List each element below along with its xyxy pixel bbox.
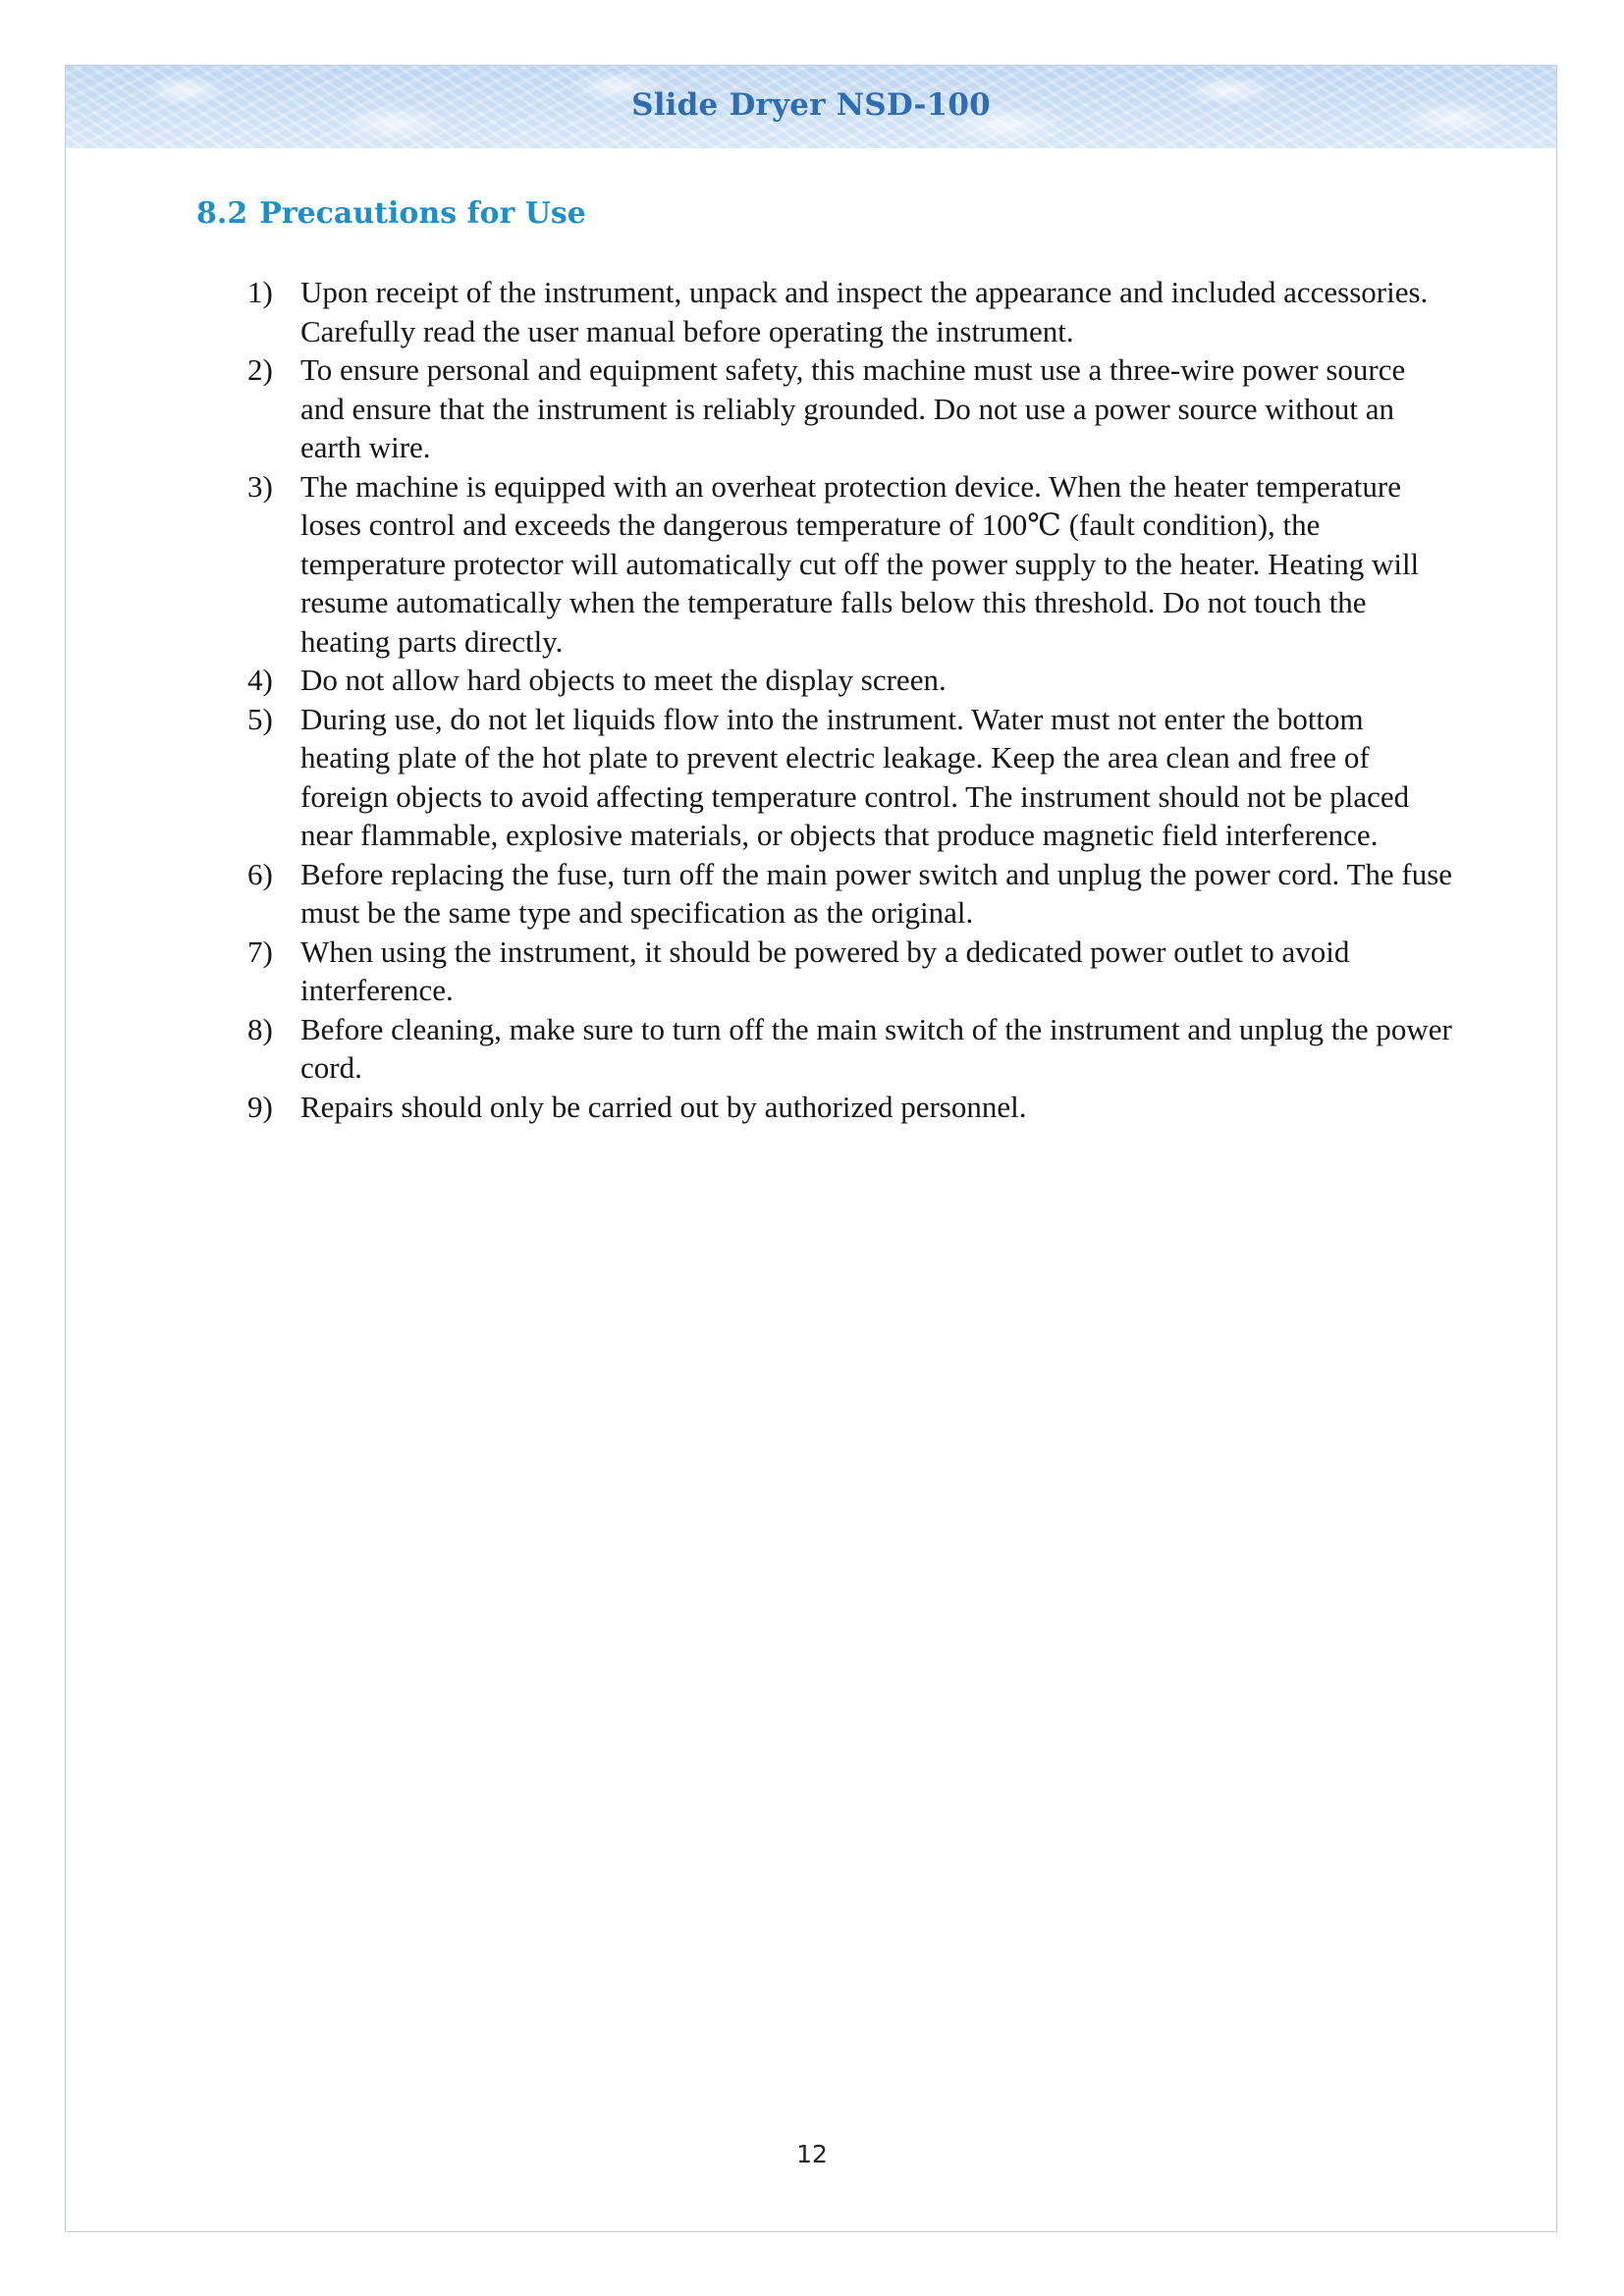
item-marker: 6) — [247, 856, 273, 891]
page-number: 12 — [796, 2140, 828, 2168]
precaution-item-2 — [247, 350, 1455, 467]
precaution-item-3 — [247, 467, 1455, 662]
document-title: Slide Dryer NSD-100 — [631, 87, 991, 123]
item-marker: 3) — [247, 468, 273, 504]
item-text: To ensure personal and equipment safety, this machine must use a three-wire power source and ensure that the instrument is reliably grounded. Do not use a power source without an earth wire. — [300, 352, 1406, 464]
item-text: When using the instrument, it should be powered by a dedicated power outlet to avoid interference. — [300, 934, 1350, 1007]
precaution-item-9 — [247, 1088, 1455, 1127]
item-marker: 4) — [247, 663, 273, 697]
header-banner — [66, 66, 1556, 148]
precaution-item-1 — [247, 273, 1455, 350]
item-marker: 9) — [247, 1089, 273, 1124]
precaution-item-8 — [247, 1010, 1455, 1088]
section-title: Precautions for Use — [259, 196, 586, 231]
item-text: Upon receipt of the instrument, unpack and inspect the appearance and included accessories. Carefully read the user manual before operating the instrument. — [300, 275, 1429, 348]
precaution-item-5 — [247, 700, 1455, 855]
item-text: Repairs should only be carried out by authorized personnel. — [300, 1089, 1027, 1124]
item-text: Before cleaning, make sure to turn off the main switch of the instrument and unplug the power cord. — [300, 1011, 1452, 1085]
item-text: Do not allow hard objects to meet the display screen. — [300, 663, 947, 697]
section-number: 8.2 — [196, 196, 248, 231]
item-marker: 5) — [247, 701, 273, 736]
item-marker: 2) — [247, 352, 273, 387]
item-marker: 1) — [247, 275, 273, 309]
item-marker: 7) — [247, 934, 273, 969]
precautions-list — [247, 273, 1455, 1126]
item-text: The machine is equipped with an overheat protection device. When the heater temperature loses control and exceeds the dangerous temperature of 100℃ (fault condition), the temperature protector will automatically cut off the power supply to the heater. Heating will resume automatically when the temperature falls below this threshold. Do not touch the heating parts directly. — [300, 468, 1420, 659]
precaution-item-7 — [247, 933, 1455, 1010]
section-heading — [196, 196, 586, 231]
precaution-item-4 — [247, 661, 1455, 700]
item-text: During use, do not let liquids flow into the instrument. Water must not enter the bottom heating plate of the hot plate to prevent electric leakage. Keep the area clean and free of foreign objects to avoid affecting temperature control. The instrument should not be placed near flammable, explosive materials, or objects that produce magnetic field interference. — [300, 701, 1410, 852]
item-marker: 8) — [247, 1011, 273, 1046]
precaution-item-6 — [247, 855, 1455, 933]
item-text: Before replacing the fuse, turn off the main power switch and unplug the power cord. The fuse must be the same type and specification as the original. — [300, 856, 1453, 930]
